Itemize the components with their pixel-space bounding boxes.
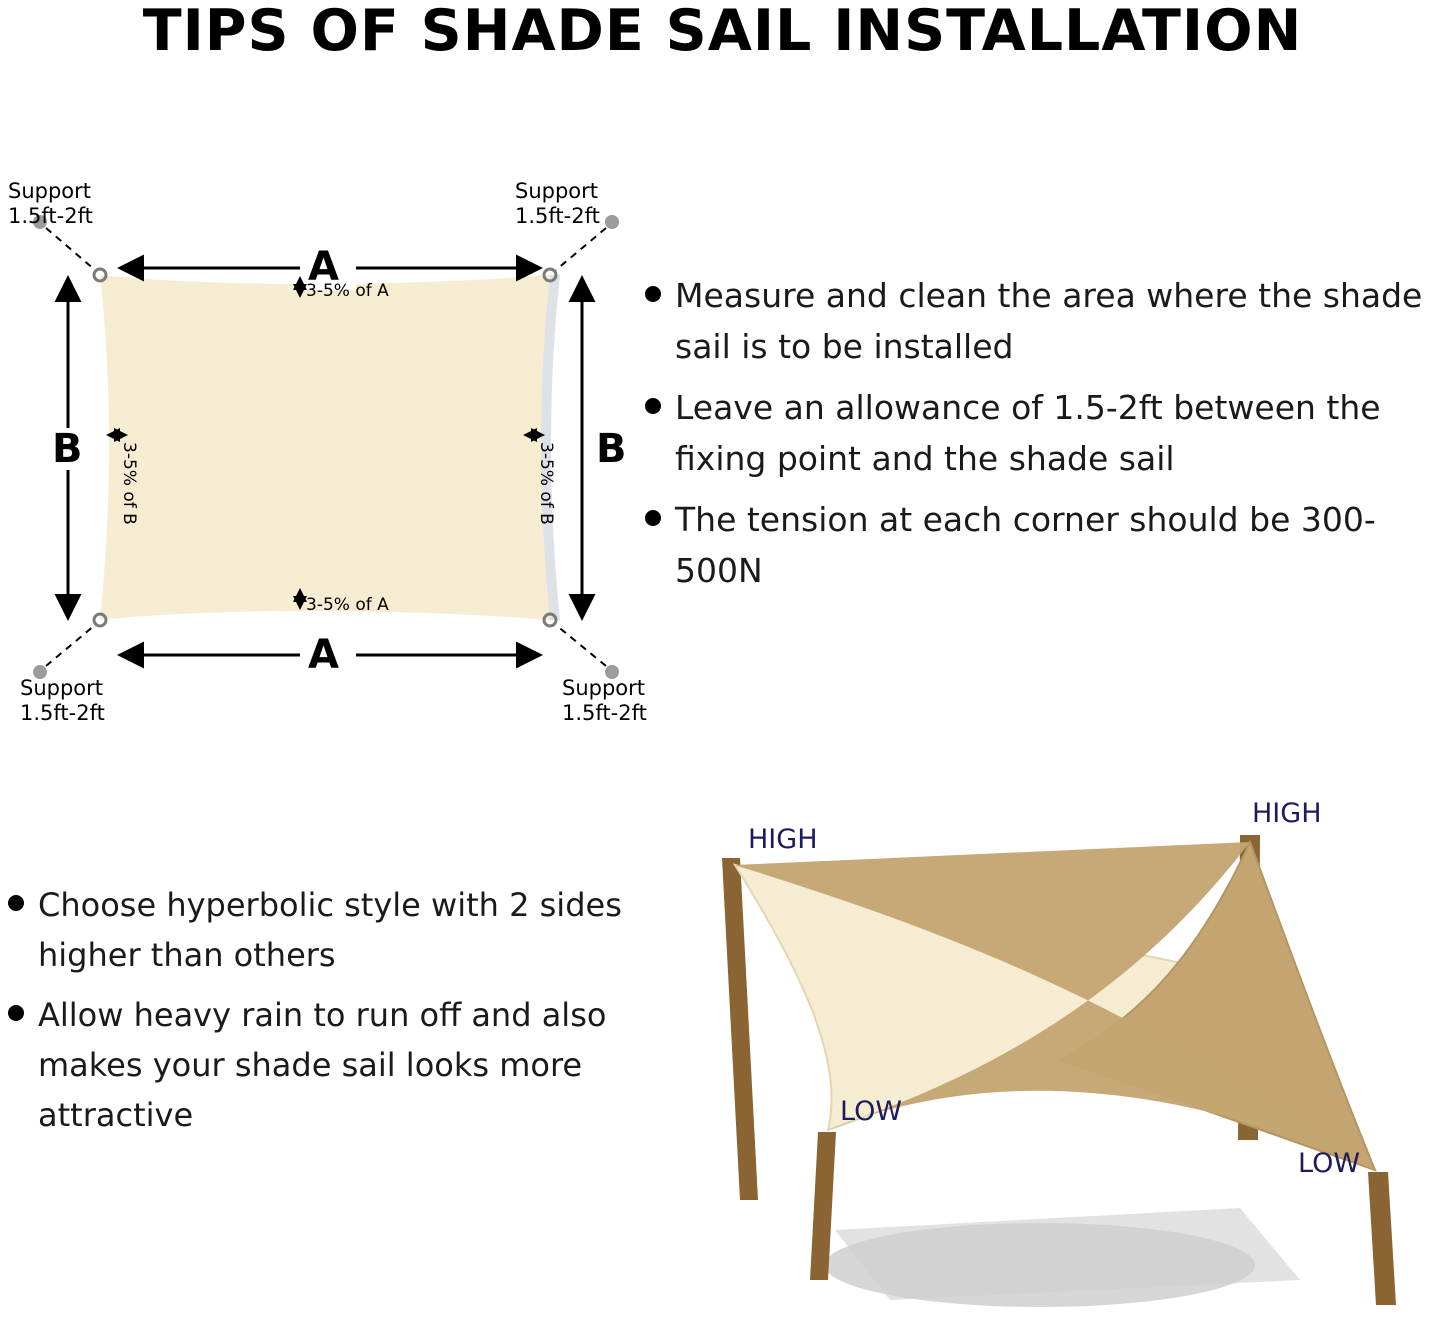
- support-value-top-right: 1.5ft-2ft: [515, 204, 600, 228]
- installation-tips-list: [645, 270, 1445, 606]
- dimension-a-bottom: A: [308, 632, 339, 678]
- support-label-top-right: Support: [515, 179, 599, 203]
- dimension-b-right: B: [596, 426, 627, 472]
- hyperbolic-tips-list: [0, 880, 630, 1150]
- tip-text: Leave an allowance of 1.5-2ft between the fixing point and the shade sail: [675, 388, 1381, 478]
- support-value-bottom-right: 1.5ft-2ft: [562, 701, 647, 725]
- label-low-right: LOW: [1298, 1148, 1361, 1179]
- bullet-dot-icon: [645, 510, 661, 526]
- tip-text: Allow heavy rain to run off and also makes your shade sail looks more attractive: [38, 996, 607, 1134]
- sag-label-right: 3-5% of B: [536, 442, 556, 525]
- bullet-dot-icon: [645, 286, 661, 302]
- dimension-a-top: A: [308, 244, 339, 290]
- list-item: [645, 494, 1445, 596]
- post-back-left: [722, 858, 758, 1200]
- sag-label-top: 3-5% of A: [306, 281, 389, 301]
- bullet-dot-icon: [8, 1005, 24, 1021]
- shade-sail-measurement-diagram: [0, 150, 660, 730]
- tip-text: The tension at each corner should be 300-500N: [675, 500, 1376, 590]
- support-value-bottom-left: 1.5ft-2ft: [20, 701, 105, 725]
- bullet-dot-icon: [8, 895, 24, 911]
- bullet-dot-icon: [645, 398, 661, 414]
- list-item: [0, 990, 630, 1140]
- dimension-b-left: B: [52, 426, 83, 472]
- label-high-left: HIGH: [748, 824, 818, 855]
- page-title: TIPS OF SHADE SAIL INSTALLATION: [142, 0, 1303, 64]
- list-item: [645, 382, 1445, 484]
- sag-label-bottom: 3-5% of A: [306, 595, 389, 615]
- support-label-top-left: Support: [8, 179, 92, 203]
- tip-text: Choose hyperbolic style with 2 sides higher than others: [38, 886, 622, 974]
- list-item: [645, 270, 1445, 372]
- tip-text: Measure and clean the area where the shade sail is to be installed: [675, 276, 1423, 366]
- list-item: [0, 880, 630, 980]
- support-value-top-left: 1.5ft-2ft: [8, 204, 93, 228]
- hyperbolic-sail-illustration: [640, 760, 1445, 1319]
- post-front-right: [1368, 1172, 1396, 1305]
- sag-label-left: 3-5% of B: [119, 442, 139, 525]
- label-low-left: LOW: [840, 1096, 903, 1127]
- support-label-bottom-right: Support: [562, 676, 646, 700]
- support-label-bottom-left: Support: [20, 676, 104, 700]
- label-high-right: HIGH: [1252, 798, 1322, 829]
